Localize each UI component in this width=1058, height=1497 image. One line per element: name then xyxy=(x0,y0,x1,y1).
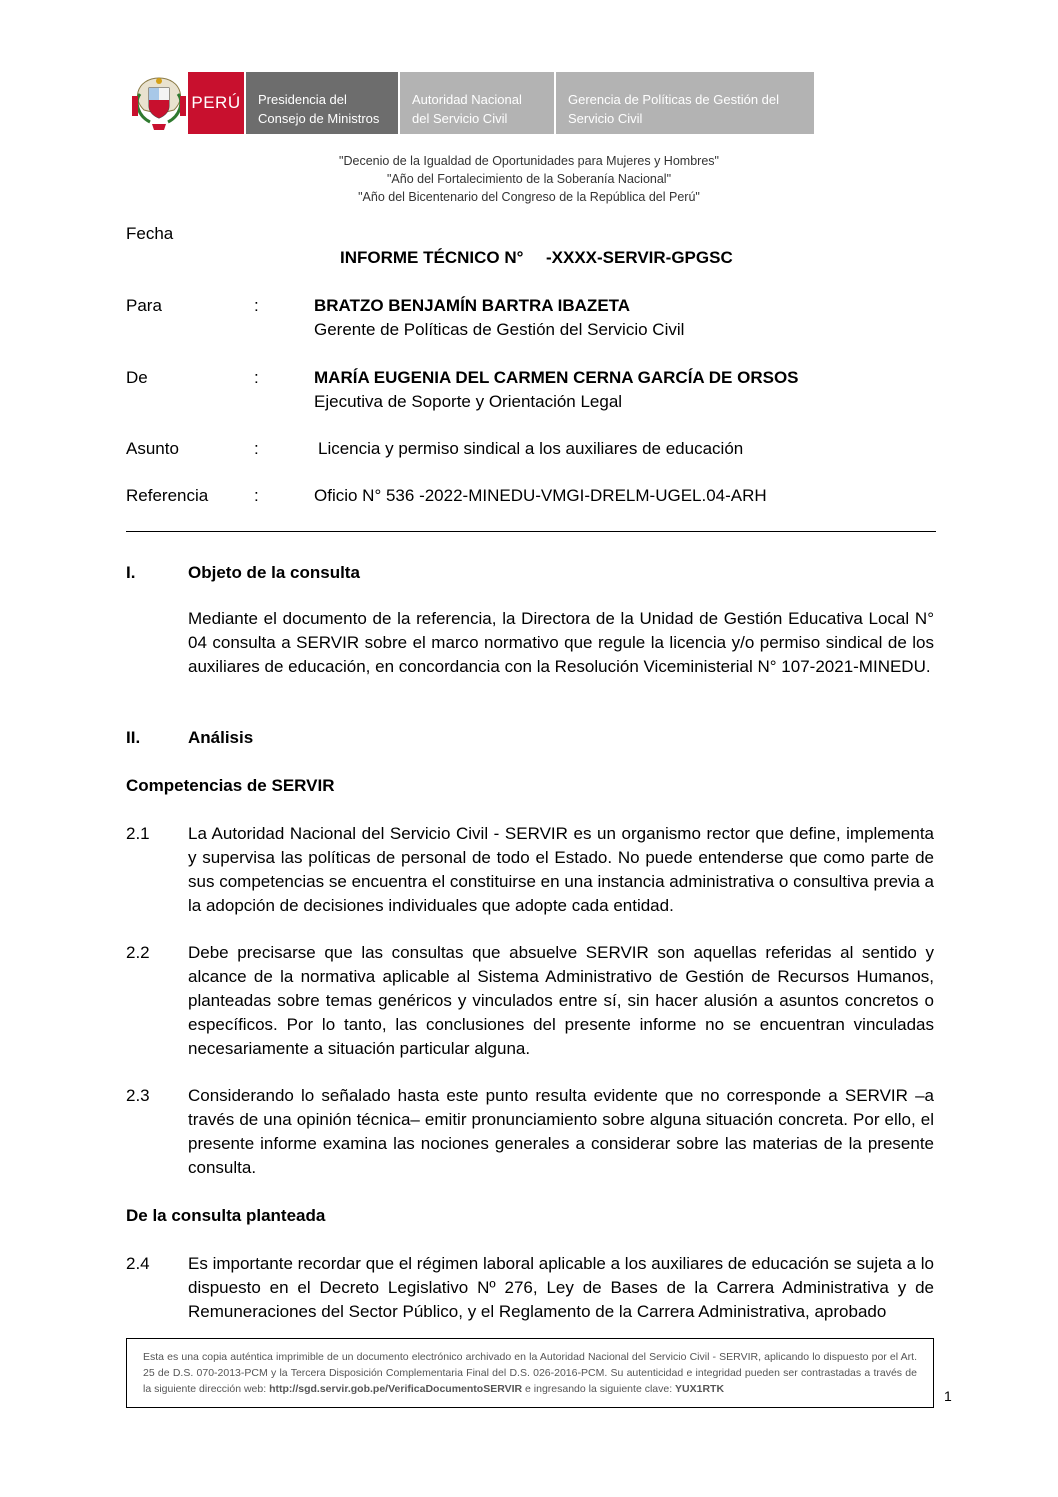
motto-line: "Año del Fortalecimiento de la Soberanía Nacional" xyxy=(386,172,672,186)
de-name: MARÍA EUGENIA DEL CARMEN CERNA GARCÍA DE ORSOS xyxy=(314,368,799,387)
coat-of-arms-icon xyxy=(130,72,188,134)
header-servir-line1: Autoridad Nacional xyxy=(412,92,522,107)
report-title-code: -XXXX-SERVIR-GPGSC xyxy=(546,248,733,267)
page-number: 1 xyxy=(944,1388,952,1404)
para-name: BRATZO BENJAMÍN BARTRA IBAZETA xyxy=(314,296,631,315)
subheading-consulta: De la consulta planteada xyxy=(126,1206,326,1225)
header-presidencia-line2: Consejo de Ministros xyxy=(258,111,380,126)
header-divider xyxy=(126,531,936,532)
referencia-value: Oficio N° 536 -2022-MINEDU-VMGI-DRELM-UGEL.04-ARH xyxy=(314,486,767,505)
motto-line: "Decenio de la Igualdad de Oportunidades para Mujeres y Hombres" xyxy=(339,154,719,168)
asunto-colon: : xyxy=(254,439,259,458)
para-colon: : xyxy=(254,296,259,315)
institutional-header xyxy=(130,72,814,134)
peru-label: PERÚ xyxy=(191,93,241,112)
verification-key: YUX1RTK xyxy=(675,1383,725,1395)
authenticity-notice xyxy=(126,1338,934,1408)
section-2-title: Análisis xyxy=(188,728,254,747)
paragraph-2-1: La Autoridad Nacional del Servicio Civil - SERVIR es un organismo rector que define, implementa y supervisa las políticas de personal de todo el Estado. No puede entenderse que como parte de sus competencias se encuentra el constituirse en una instancia administrativa o consultiva previa a la adopción de decisiones individuales que adopte cada entidad. xyxy=(188,824,934,915)
de-label: De xyxy=(126,368,148,387)
report-title-number: INFORME TÉCNICO N° xyxy=(340,248,524,267)
fecha-label: Fecha xyxy=(126,224,174,243)
section-1-number: I. xyxy=(126,563,136,582)
authenticity-text: Esta es una copia auténtica imprimible de un documento electrónico archivado en la Autoridad Nacional del Servicio Civil - SERVIR, aplicando lo dispuesto por el Art. 25 de D.S. 070-2013-PCM y la Tercera Disposición Complementaria Final del D.S. 026-2016-PCM. Su autenticidad e integridad pueden ser contrastadas a través de la siguiente dirección web: xyxy=(143,1351,917,1395)
header-gerencia-line1: Gerencia de Políticas de Gestión del xyxy=(568,92,780,107)
paragraph-number: 2.2 xyxy=(126,943,150,962)
header-servir-line2: del Servicio Civil xyxy=(412,111,508,126)
section-1-title: Objeto de la consulta xyxy=(188,563,360,582)
asunto-value: Licencia y permiso sindical a los auxiliares de educación xyxy=(318,439,744,458)
paragraph-number: 2.1 xyxy=(126,824,150,843)
paragraph-2-3: Considerando lo señalado hasta este punto resulta evidente que no corresponde a SERVIR –a través de una opinión técnica– emitir pronunciamiento sobre alguna situación concreta. Por ello, el presente informe examina las nociones generales a considerar sobre las materias de la presente consulta. xyxy=(188,1086,934,1177)
section-2-number: II. xyxy=(126,728,141,747)
paragraph-number: 2.3 xyxy=(126,1086,150,1105)
header-gerencia-line2: Servicio Civil xyxy=(568,111,643,126)
referencia-label: Referencia xyxy=(126,486,209,505)
motto-line: "Año del Bicentenario del Congreso de la República del Perú" xyxy=(358,190,700,204)
header-servir xyxy=(400,72,554,134)
de-role: Ejecutiva de Soporte y Orientación Legal xyxy=(314,392,623,411)
section-1-body: Mediante el documento de la referencia, la Directora de la Unidad de Gestión Educativa Local N° 04 consulta a SERVIR sobre el marco normativo que regule la licencia y/o permiso sindical de los auxiliares de educación, en concordancia con la Resolución Viceministerial N° 107-2021-MINEDU. xyxy=(188,609,934,676)
paragraph-2-2: Debe precisarse que las consultas que absuelve SERVIR son aquellas referidas al sentido y alcance de la normativa aplicable al Sistema Administrativo de Gestión de Recursos Humanos, planteadas sobre temas genéricos y vinculados entre sí, sin hacer alusión a asuntos concretos o específicos. Por lo tanto, las conclusiones del presente informe no se encuentran vinculadas necesariamente a situación particular alguna. xyxy=(188,943,934,1058)
paragraph-2-4: Es importante recordar que el régimen laboral aplicable a los auxiliares de educación se sujeta a lo dispuesto en el Decreto Legislativo Nº 276, Ley de Bases de la Carrera Administrativa y de Remuneraciones del Sector Público, y el Reglamento de la Carrera Administrativa, aprobado xyxy=(188,1254,934,1321)
subheading-competencias: Competencias de SERVIR xyxy=(126,776,335,795)
asunto-label: Asunto xyxy=(126,439,179,458)
header-presidencia xyxy=(246,72,398,134)
para-label: Para xyxy=(126,296,162,315)
year-mottos xyxy=(0,152,1058,206)
de-colon: : xyxy=(254,368,259,387)
referencia-colon: : xyxy=(254,486,259,505)
verification-link[interactable]: http://sgd.servir.gob.pe/VerificaDocumentoSERVIR xyxy=(269,1383,523,1395)
header-gerencia xyxy=(556,72,814,134)
para-role: Gerente de Políticas de Gestión del Servicio Civil xyxy=(314,320,685,339)
authenticity-text-2: e ingresando la siguiente clave: xyxy=(522,1383,676,1395)
header-presidencia-line1: Presidencia del xyxy=(258,92,347,107)
peru-logo xyxy=(188,72,244,134)
paragraph-number: 2.4 xyxy=(126,1254,150,1273)
